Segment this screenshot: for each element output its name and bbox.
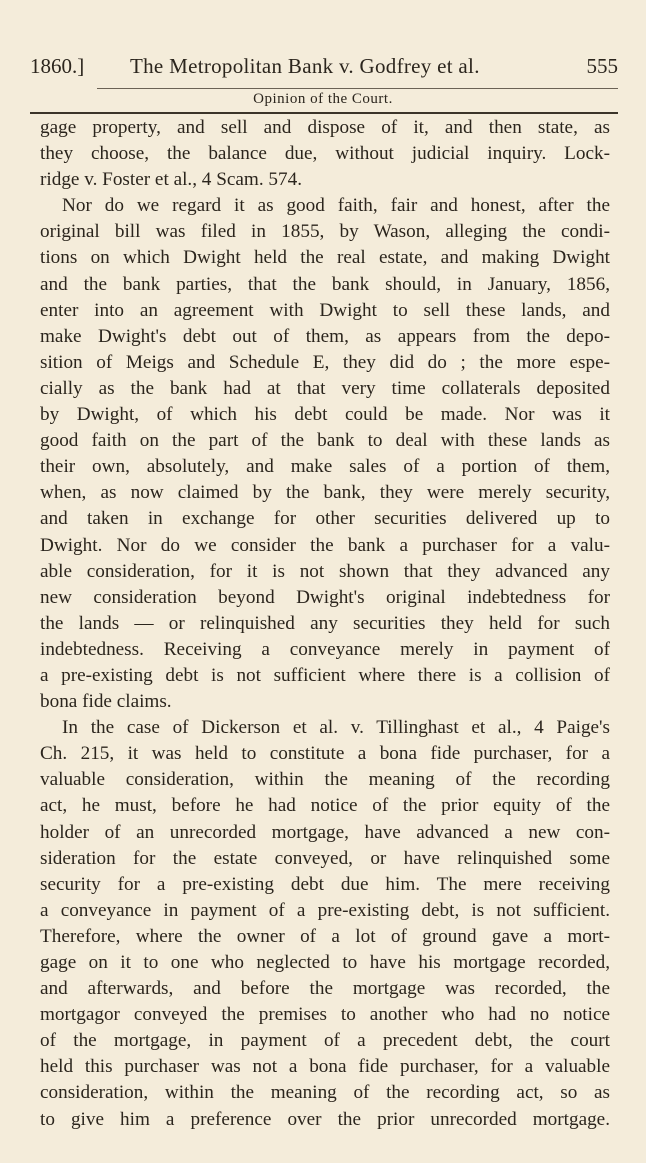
text-line: their own, absolutely, and make sales of a portion of them, — [40, 456, 610, 478]
text-line: act, he must, before he had notice of the prior equity of the — [40, 795, 610, 817]
header-rule — [97, 88, 618, 89]
text-line: Dwight. Nor do we consider the bank a purchaser for a valu- — [40, 534, 610, 556]
opinion-text — [40, 115, 610, 1133]
page-year: 1860.] — [30, 54, 85, 78]
text-line: In the case of Dickerson et al. v. Tillinghast et al., 4 Paige's — [62, 717, 610, 739]
text-line: and taken in exchange for other securities delivered up to — [40, 508, 610, 530]
text-line: bona fide claims. — [40, 691, 172, 713]
text-line: when, as now claimed by the bank, they were merely security, — [40, 482, 610, 504]
text-line: held this purchaser was not a bona fide purchaser, for a valuable — [40, 1056, 610, 1078]
text-line: by Dwight, of which his debt could be made. Nor was it — [40, 404, 610, 426]
text-line: enter into an agreement with Dwight to sell these lands, and — [40, 299, 610, 321]
text-line: cially as the bank had at that very time collaterals deposited — [40, 377, 610, 399]
text-line: valuable consideration, within the meaning of the recording — [40, 769, 610, 791]
subheading-rule — [30, 112, 618, 114]
text-line: sition of Meigs and Schedule E, they did do ; the more espe- — [40, 351, 610, 373]
text-line: security for a pre-existing debt due him. The mere receiving — [40, 873, 610, 895]
text-line: able consideration, for it is not shown that they advanced any — [40, 560, 610, 582]
text-line: gage property, and sell and dispose of it, and then state, as — [40, 117, 610, 138]
text-line: they choose, the balance due, without judicial inquiry. Lock- — [40, 143, 610, 165]
text-line: Ch. 215, it was held to constitute a bona fide purchaser, for a — [40, 743, 610, 765]
text-line: Nor do we regard it as good faith, fair and honest, after the — [62, 195, 610, 217]
text-line: a pre-existing debt is not sufficient where there is a collision of — [40, 664, 610, 686]
text-line: mortgagor conveyed the premises to another who had no notice — [40, 1004, 610, 1026]
text-line: gage on it to one who neglected to have his mortgage recorded, — [40, 952, 610, 973]
text-line: and the bank parties, that the bank should, in January, 1856, — [40, 273, 610, 295]
page-number: 555 — [586, 54, 618, 78]
text-line: ridge v. Foster et al., 4 Scam. 574. — [40, 169, 303, 191]
text-line: Therefore, where the owner of a lot of ground gave a mort- — [40, 925, 610, 947]
text-line: indebtedness. Receiving a conveyance merely in payment of — [40, 638, 610, 660]
page-title: The Metropolitan Bank v. Godfrey et al. — [130, 54, 480, 78]
text-line: original bill was filed in 1855, by Wason, alleging the condi- — [40, 221, 610, 243]
text-line: the lands — or relinquished any securities they held for such — [40, 612, 610, 634]
text-line: new consideration beyond Dwight's original indebtedness for — [40, 586, 610, 608]
section-subheading: Opinion of the Court. — [253, 91, 393, 107]
text-line: good faith on the part of the bank to deal with these lands as — [40, 430, 610, 452]
text-line: holder of an unrecorded mortgage, have advanced a new con- — [40, 821, 610, 843]
text-line: tions on which Dwight held the real estate, and making Dwight — [40, 247, 610, 269]
text-line: and afterwards, and before the mortgage was recorded, the — [40, 978, 610, 1000]
text-line: to give him a preference over the prior unrecorded mortgage. — [40, 1108, 610, 1130]
text-line: of the mortgage, in payment of a precedent debt, the court — [40, 1030, 610, 1052]
running-head — [30, 52, 618, 80]
text-line: make Dwight's debt out of them, as appears from the depo- — [40, 325, 610, 347]
text-line: consideration, within the meaning of the recording act, so as — [40, 1082, 610, 1104]
text-line: sideration for the estate conveyed, or have relinquished some — [40, 847, 610, 869]
text-line: a conveyance in payment of a pre-existing debt, is not sufficient. — [40, 899, 610, 921]
